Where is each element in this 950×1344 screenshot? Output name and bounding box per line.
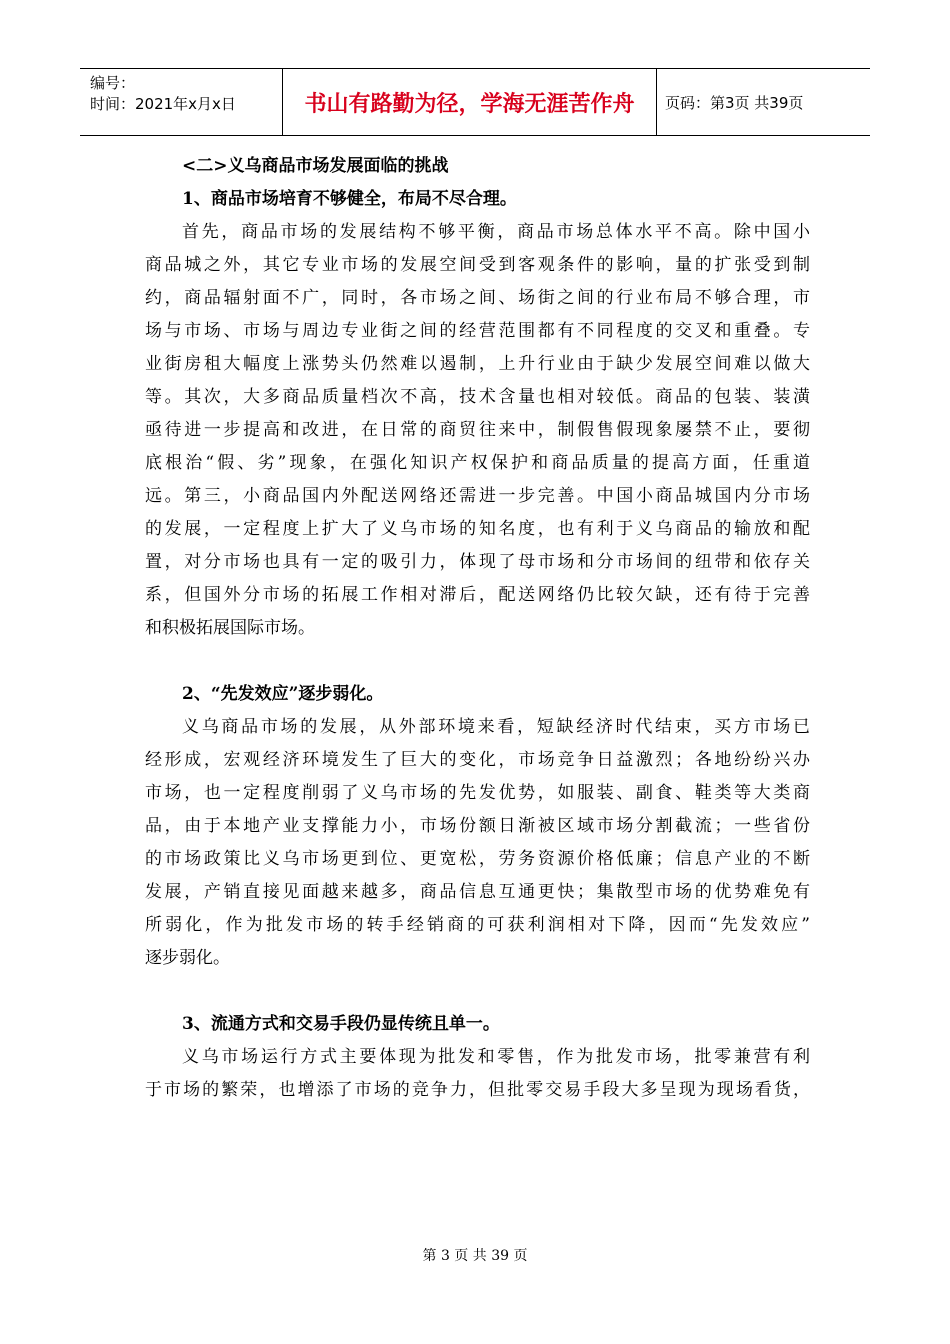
para-line: 的市场政策比义乌市场更到位、更宽松，劳务资源价格低廉；信息产业的不断	[145, 849, 810, 869]
para-line: 底根治“假、劣”现象，在强化知识产权保护和商品质量的提高方面，任重道	[145, 453, 810, 473]
para-line: 逐步弱化。	[145, 948, 230, 968]
header-page-info: 页码：第3页 共39页	[665, 93, 804, 112]
para-line: 亟待进一步提高和改进，在日常的商贸往来中，制假售假现象屡禁不止，要彻	[145, 420, 810, 440]
number-label: 编号：	[90, 74, 136, 92]
para1-heading: 1、商品市场培育不够健全，布局不尽合理。	[182, 189, 517, 209]
para-line: 业街房租大幅度上涨势头仍然难以遏制，上升行业由于缺少发展空间难以做大	[145, 354, 810, 374]
para-line: 的发展，一定程度上扩大了义乌市场的知名度，也有利于义乌商品的输放和配	[145, 519, 810, 539]
para-line: 约，商品辐射面不广，同时，各市场之间、场街之间的行业布局不够合理，市	[145, 288, 810, 308]
para-line: 远。第三，小商品国内外配送网络还需进一步完善。中国小商品城国内分市场	[145, 486, 810, 506]
para-line: 品，由于本地产业支撑能力小，市场份额日渐被区域市场分割截流；一些省份	[145, 816, 810, 836]
para-line: 首先，商品市场的发展结构不够平衡，商品市场总体水平不高。除中国小	[182, 222, 810, 242]
page-footer: 第 3 页 共 39 页	[422, 1248, 528, 1264]
para-line: 系，但国外分市场的拓展工作相对滞后，配送网络仍比较欠缺，还有待于完善	[145, 585, 810, 605]
para3-heading: 3、流通方式和交易手段仍显传统且单一。	[182, 1014, 500, 1034]
para-line: 置，对分市场也具有一定的吸引力，体现了母市场和分市场间的纽带和依存关	[145, 552, 810, 572]
para-line: 义乌市场运行方式主要体现为批发和零售，作为批发市场，批零兼营有利	[182, 1047, 810, 1067]
time-label: 时间：2021年x月x日	[90, 95, 236, 113]
header-motto: 书山有路勤为径，学海无涯苦作舟	[282, 69, 657, 135]
para-line: 商品城之外，其它专业市场的发展空间受到客观条件的影响，量的扩张受到制	[145, 255, 810, 275]
paragraph-gap	[145, 975, 810, 1008]
header-left-cell	[80, 69, 282, 135]
para-line: 发展，产销直接见面越来越多，商品信息互通更快；集散型市场的优势难免有	[145, 882, 810, 902]
para-line: 经形成，宏观经济环境发生了巨大的变化，市场竞争日益激烈；各地纷纷兴办	[145, 750, 810, 770]
document-body	[145, 150, 810, 1107]
section-heading: <二>义乌商品市场发展面临的挑战	[182, 156, 449, 176]
para-line: 市场，也一定程度削弱了义乌市场的先发优势，如服装、副食、鞋类等大类商	[145, 783, 810, 803]
para-line: 场与市场、市场与周边专业街之间的经营范围都有不同程度的交叉和重叠。专	[145, 321, 810, 341]
para-line: 于市场的繁荣，也增添了市场的竞争力，但批零交易手段大多呈现为现场看货，	[145, 1080, 810, 1100]
paragraph-gap	[145, 645, 810, 678]
para-line: 所弱化，作为批发市场的转手经销商的可获利润相对下降，因而“先发效应”	[145, 915, 810, 935]
para-line: 等。其次，大多商品质量档次不高，技术含量也相对较低。商品的包装、装潢	[145, 387, 810, 407]
page-header	[80, 68, 870, 136]
para-line: 和积极拓展国际市场。	[145, 618, 315, 638]
para-line: 义乌商品市场的发展，从外部环境来看，短缺经济时代结束，买方市场已	[182, 717, 810, 737]
para2-heading: 2、“先发效应”逐步弱化。	[182, 684, 384, 704]
